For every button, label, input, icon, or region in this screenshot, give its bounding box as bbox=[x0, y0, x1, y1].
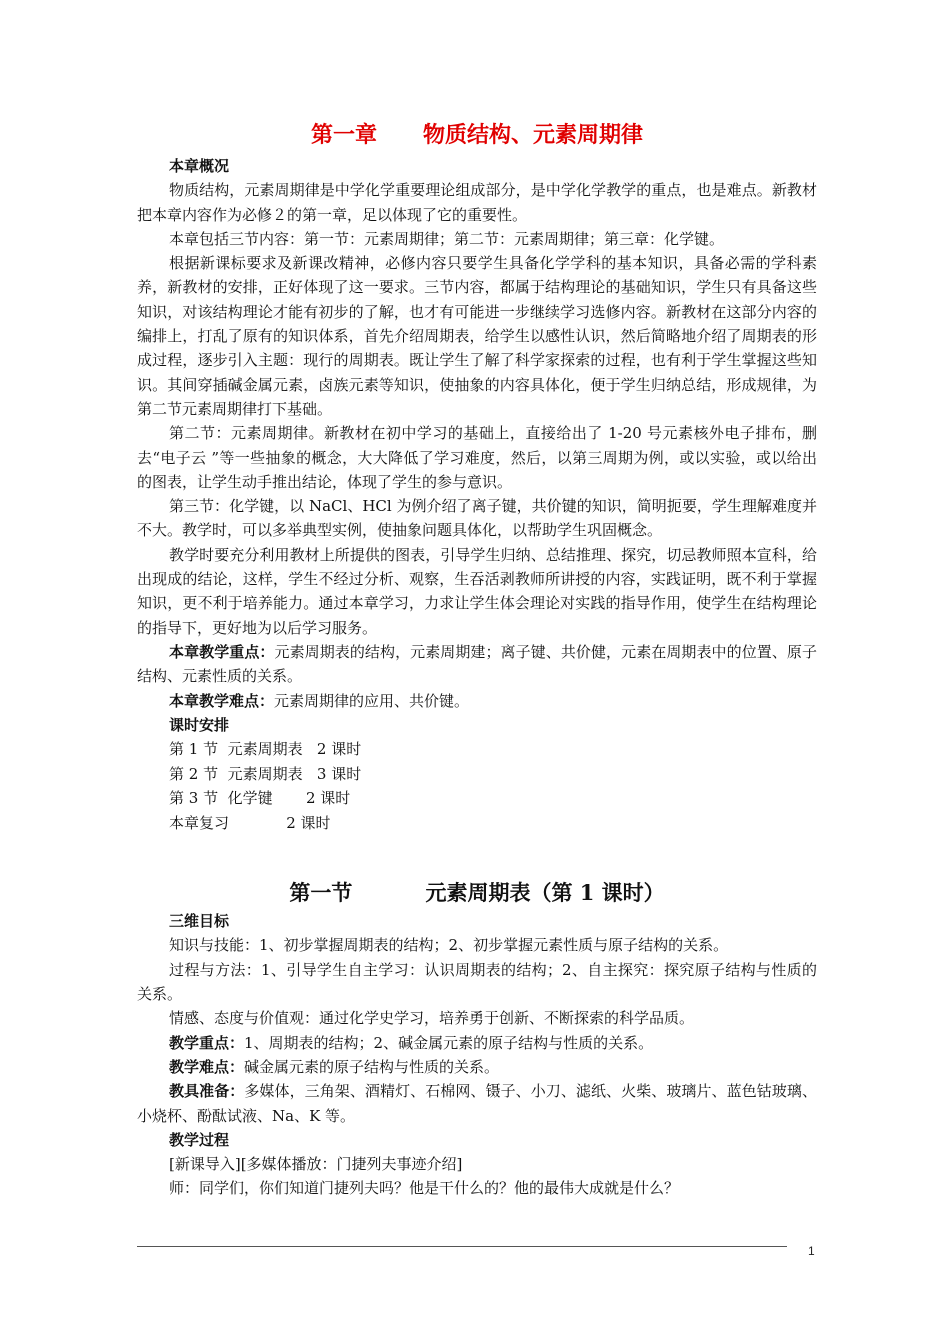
tools-label: 教具准备： bbox=[169, 1082, 245, 1101]
footer-divider bbox=[137, 1246, 787, 1247]
goal-attitude: 情感、态度与价值观：通过化学史学习，培养勇于创新、不断探索的科学品质。 bbox=[169, 1009, 695, 1028]
page-content bbox=[137, 118, 817, 1201]
chapter-difficulties bbox=[137, 689, 817, 713]
overview-heading: 本章概况 bbox=[169, 157, 230, 175]
goal-knowledge: 知识与技能：1、初步掌握周期表的结构；2、初步掌握元素性质与原子结构的关系。 bbox=[169, 936, 729, 955]
schedule-item: 本章复习 2 课时 bbox=[169, 813, 331, 832]
section-title: 第一节 元素周期表（第 1 课时） bbox=[289, 880, 665, 906]
chapter-diff-label: 本章教学难点： bbox=[169, 691, 275, 710]
goals-heading: 三维目标 bbox=[169, 912, 230, 931]
section-key-text: 1、周期表的结构；2、碱金属元素的原子结构与性质的关系。 bbox=[244, 1033, 654, 1052]
schedule-item: 第 3 节 化学键 2 课时 bbox=[169, 789, 351, 808]
section-diff-text: 碱金属元素的原子结构与性质的关系。 bbox=[244, 1057, 500, 1076]
chapter-key-points bbox=[137, 640, 817, 689]
overview-paragraph-4: 第二节：元素周期律。新教材在初中学习的基础上，直接给出了 1-20 号元素核外电子排布，删去“电子云 ”等一些抽象的概念，大大降低了学习难度，然后，以第三周期为例，或以实验，或以给出的图表，让学生动手推出结论，体现了学生的参与意识。 bbox=[137, 424, 817, 491]
chapter-diff-text: 元素周期律的应用、共价键。 bbox=[274, 691, 470, 710]
section-key-label: 教学重点： bbox=[169, 1033, 245, 1052]
overview-paragraph-1: 物质结构，元素周期律是中学化学重要理论组成部分，是中学化学教学的重点，也是难点。新教材把本章内容作为必修２的第一章，足以体现了它的重要性。 bbox=[137, 181, 817, 224]
teaching-tools bbox=[137, 1079, 817, 1128]
schedule-heading: 课时安排 bbox=[169, 715, 230, 734]
overview-paragraph-2: 本章包括三节内容：第一节：元素周期律；第二节：元素周期律；第三章：化学键。 bbox=[169, 229, 725, 248]
lesson-intro: [新课导入][多媒体播放：门捷列夫事迹介绍] bbox=[169, 1155, 463, 1174]
chapter-title: 第一章 物质结构、元素周期律 bbox=[311, 122, 643, 148]
process-heading: 教学过程 bbox=[169, 1130, 230, 1149]
overview-paragraph-5: 第三节：化学键，以 NaCl、HCl 为例介绍了离子键，共价键的知识，简明扼要，学生理解难度并不大。教学时，可以多举典型实例，使抽象问题具体化，以帮助学生巩固概念。 bbox=[137, 497, 817, 540]
chapter-key-text: 元素周期表的结构，元素周期建；离子键、共价健，元素在周期表中的位置、原子结构、元素性质的关系。 bbox=[137, 642, 817, 686]
tools-text: 多媒体，三角架、酒精灯、石棉网、镊子、小刀、滤纸、火柴、玻璃片、蓝色钴玻璃、小烧杯、酚酞试液、Na、K 等。 bbox=[137, 1082, 817, 1125]
goal-process: 过程与方法：1、引导学生自主学习：认识周期表的结构；2、自主探究：探究原子结构与性质的关系。 bbox=[137, 960, 817, 1004]
schedule-item: 第 1 节 元素周期表 2 课时 bbox=[169, 740, 362, 759]
schedule-item: 第 2 节 元素周期表 3 课时 bbox=[169, 764, 362, 783]
section-diff-label: 教学难点： bbox=[169, 1057, 245, 1076]
page-number: 1 bbox=[808, 1244, 815, 1258]
chapter-key-label: 本章教学重点： bbox=[169, 642, 275, 661]
section-difficulties bbox=[137, 1055, 817, 1079]
teacher-line: 师：同学们，你们知道门捷列夫吗？他是干什么的？他的最伟大成就是什么？ bbox=[169, 1179, 680, 1198]
overview-paragraph-3: 根据新课标要求及新课改精神，必修内容只要学生具备化学学科的基本知识，具备必需的学科素养，新教材的安排，正好体现了这一要求。三节内容，都属于结构理论的基础知识，学生只有具备这些知识，对该结构理论才能有初步的了解，也才有可能进一步继续学习选修内容。新教材在这部分内容的编排上，打乱了原有的知识体系，首先介绍周期表，给学生以感性认识，然后简略地介绍了周期表的形成过程，逐步引入主题：现行的周期表。既让学生了解了科学家探索的过程，也有利于学生掌握这些知识。其间穿插碱金属元素，卤族元素等知识，使抽象的内容具体化，便于学生归纳总结，形成规律，为第二节元素周期律打下基础。 bbox=[137, 254, 817, 418]
overview-paragraph-6: 教学时要充分利用教材上所提供的图表，引导学生归纳、总结推理、探究，切忌教师照本宣科，给出现成的结论，这样，学生不经过分析、观察，生吞活剥教师所讲授的内容，实践证明，既不利于掌握知识，更不利于培养能力。通过本章学习，力求让学生体会理论对实践的指导作用，使学生在结构理论的指导下，更好地为以后学习服务。 bbox=[137, 545, 817, 637]
section-key-points bbox=[137, 1031, 817, 1055]
